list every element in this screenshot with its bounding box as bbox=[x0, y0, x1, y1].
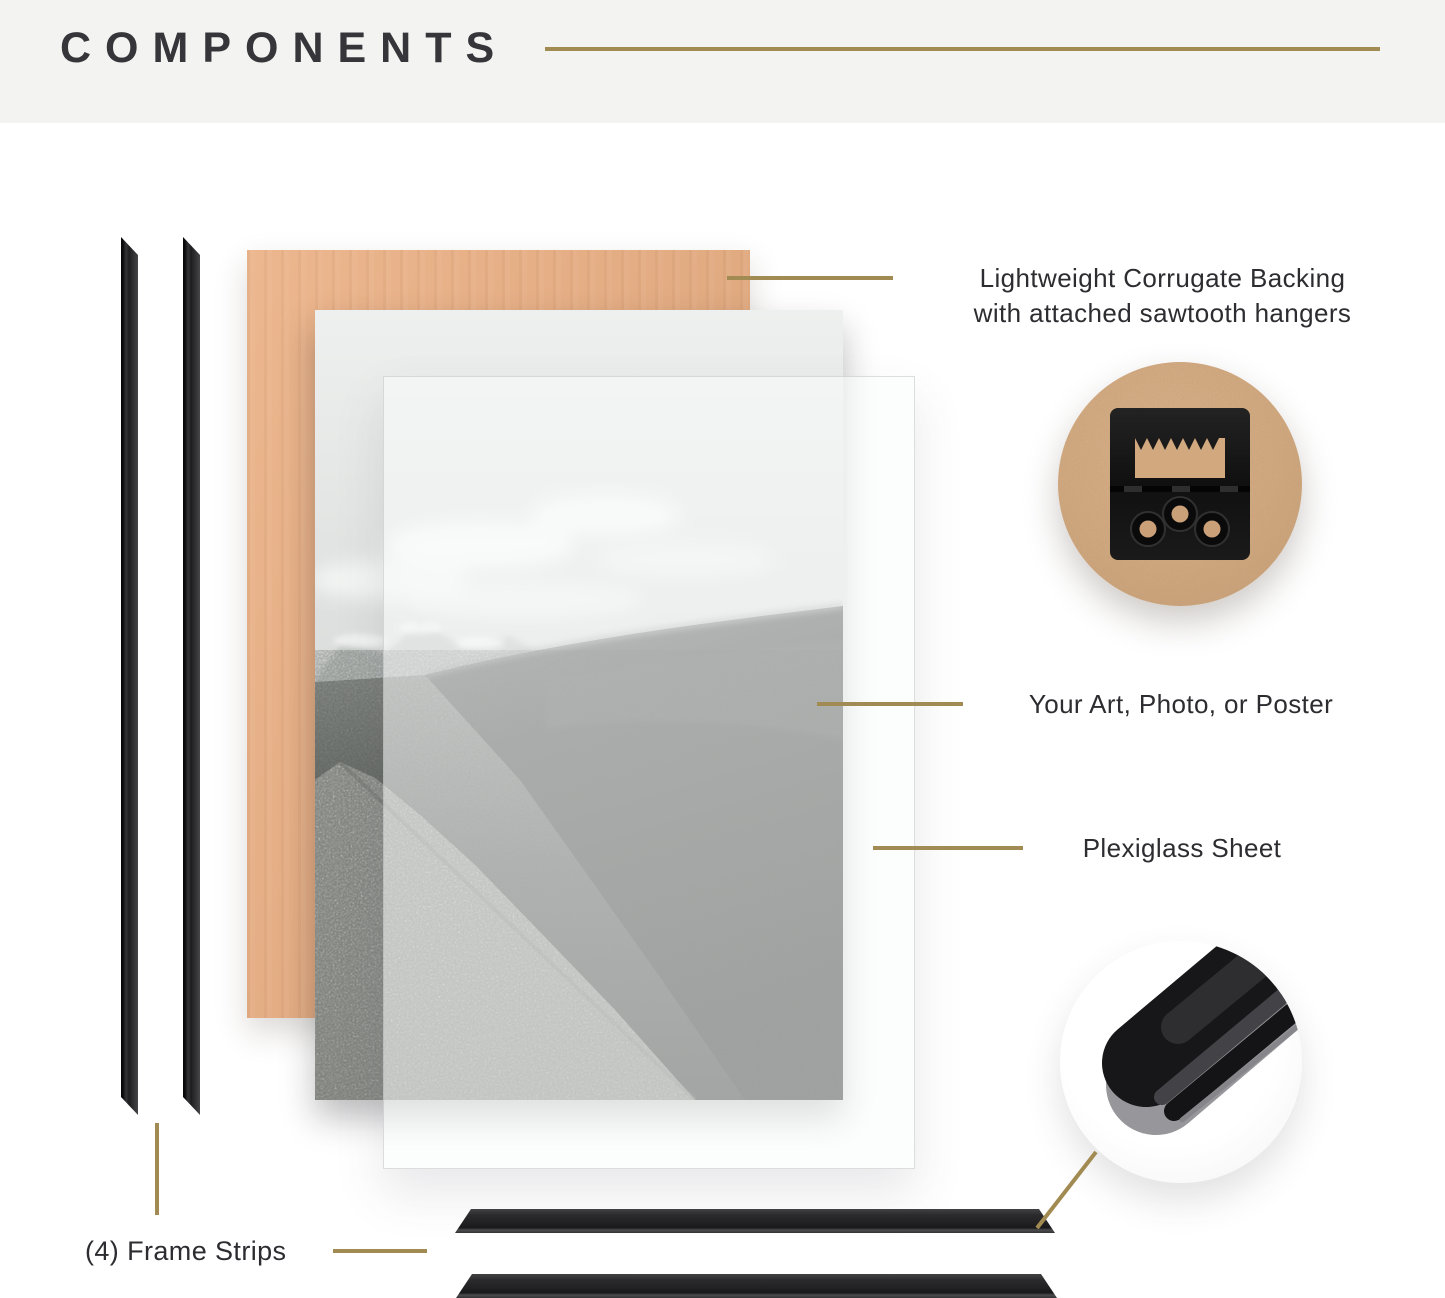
connector-line-profile-diagonal bbox=[1020, 1140, 1110, 1240]
callout-frame-strips-label: (4) Frame Strips bbox=[85, 1236, 287, 1266]
callout-art-label: Your Art, Photo, or Poster bbox=[1028, 689, 1334, 719]
connector-line-strips-vertical bbox=[155, 1123, 159, 1215]
frame-strip-vertical-2 bbox=[183, 237, 200, 1115]
callout-plexiglass-label: Plexiglass Sheet bbox=[1082, 833, 1282, 863]
connector-line-plexiglass bbox=[873, 846, 1023, 850]
callout-backing-label bbox=[940, 261, 1385, 331]
page-title: COMPONENTS bbox=[60, 24, 509, 72]
frame-strip-vertical-1 bbox=[121, 237, 138, 1115]
frame-strip-horizontal-1 bbox=[455, 1209, 1055, 1233]
sawtooth-detail-circle bbox=[1058, 362, 1302, 606]
callout-backing-line1: Lightweight Corrugate Backing bbox=[979, 263, 1346, 293]
connector-line-strips-horizontal bbox=[333, 1249, 427, 1253]
title-rule bbox=[545, 47, 1380, 51]
frame-strip-horizontal-2 bbox=[456, 1274, 1057, 1298]
connector-line-backing bbox=[727, 276, 893, 280]
sawtooth-hanger-icon bbox=[1058, 362, 1302, 606]
plexiglass-sheet bbox=[383, 376, 915, 1169]
connector-line-art bbox=[817, 702, 963, 706]
callout-backing-line2: with attached sawtooth hangers bbox=[973, 298, 1352, 328]
